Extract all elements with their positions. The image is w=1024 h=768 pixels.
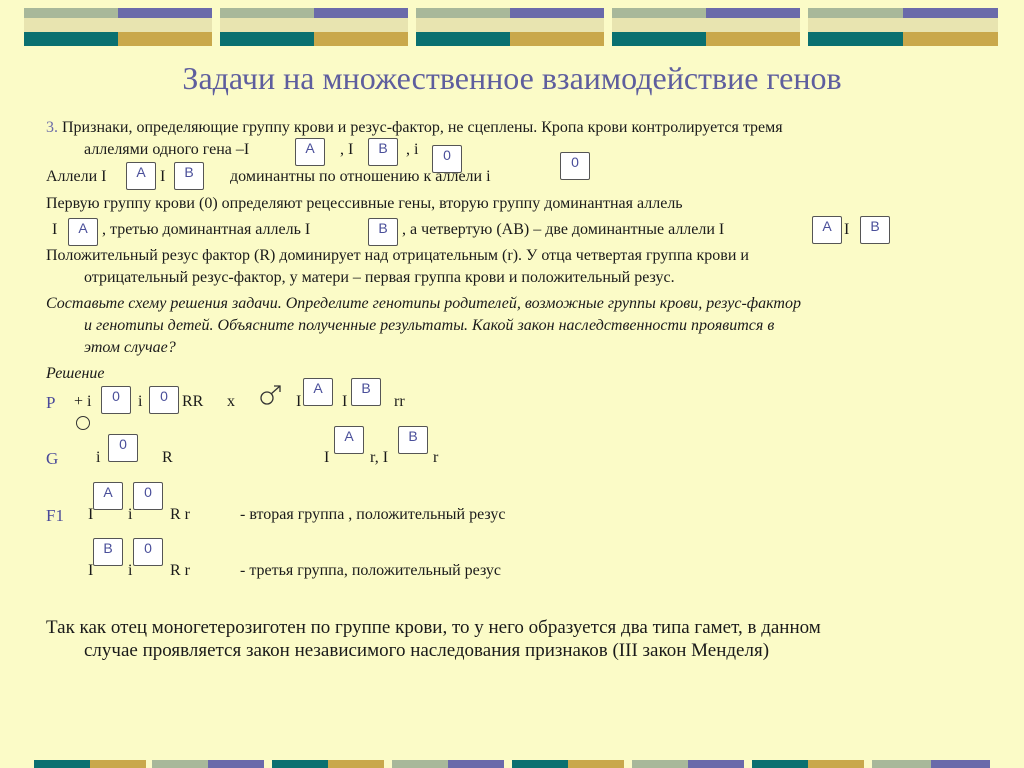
bottom-block-8 — [872, 760, 990, 768]
allele-box-B: B — [368, 218, 398, 246]
allele-box-0: 0 — [101, 386, 131, 414]
problem-line-3b: I — [160, 168, 166, 185]
allele-box-0: 0 — [149, 386, 179, 414]
bottom-block-3 — [272, 760, 384, 768]
deco-block-4 — [612, 8, 800, 46]
p-rr: RR — [182, 393, 204, 410]
f1-label: F1 — [46, 506, 64, 525]
allele-box-A: A — [334, 426, 364, 454]
f1-a-desc: - вторая группа , положительный резус — [240, 506, 506, 523]
f1-b-I: I — [88, 562, 94, 579]
slide-title: Задачи на множественное взаимодействие генов — [182, 60, 842, 96]
g-R: R — [162, 449, 173, 466]
problem-line-4: Первую группу крови (0) определяют рецессивные гены, вторую группу доминантная аллель — [46, 195, 683, 212]
allele-box-0: 0 — [560, 152, 590, 180]
problem-line-2b: , I — [340, 141, 354, 158]
bottom-block-1 — [34, 760, 146, 768]
task-line-1: Составьте схему решения задачи. Определите генотипы родителей, возможные группы крови, резус-фактор — [46, 295, 801, 312]
problem-line-2: аллелями одного гена –I — [84, 141, 250, 158]
f1-b-Rr: R r — [170, 562, 190, 579]
f1-a-i: i — [128, 506, 133, 523]
p-I2: I — [342, 393, 348, 410]
f1-a-Rr: R r — [170, 506, 190, 523]
allele-box-A: A — [93, 482, 123, 510]
g-mid: r, I — [370, 449, 389, 466]
allele-box-B: B — [398, 426, 428, 454]
allele-box-0: 0 — [108, 434, 138, 462]
problem-line-1: 3. Признаки, определяющие группу крови и резус-фактор, не сцеплены. Кропа крови контролируется тремя — [46, 119, 783, 136]
conclusion-line-2: случае проявляется закон независимого наследования признаков (III закон Менделя) — [84, 640, 770, 661]
g-i: i — [96, 449, 101, 466]
allele-box-B: B — [351, 378, 381, 406]
allele-box-B: B — [174, 162, 204, 190]
p-i2: i — [138, 393, 143, 410]
allele-box-0: 0 — [133, 538, 163, 566]
allele-box-B: B — [860, 216, 890, 244]
problem-line-6: Положительный резус фактор (R) доминирует над отрицательным (r). У отца четвертая группа крови и — [46, 247, 749, 264]
allele-box-B: B — [93, 538, 123, 566]
p-cross: x — [227, 393, 235, 410]
allele-box-A: A — [68, 218, 98, 246]
f1-b-i: i — [128, 562, 133, 579]
female-symbol-icon — [76, 416, 90, 430]
problem-number: 3. — [46, 119, 58, 136]
allele-box-0: 0 — [432, 145, 462, 173]
allele-box-A: A — [812, 216, 842, 244]
conclusion-line-1: Так как отец моногетерозиготен по группе крови, то у него образуется два типа гамет, в данном — [46, 617, 821, 638]
p-rr2: rr — [394, 393, 405, 410]
deco-block-1 — [24, 8, 212, 46]
f1-a-I: I — [88, 506, 94, 523]
allele-box-A: A — [303, 378, 333, 406]
g-label: G — [46, 449, 59, 468]
problem-line-5d: I — [844, 221, 850, 238]
bottom-block-6 — [632, 760, 744, 768]
g-r: r — [433, 449, 439, 466]
solution-heading: Решение — [46, 365, 105, 382]
deco-block-3 — [416, 8, 604, 46]
allele-box-B: B — [368, 138, 398, 166]
problem-line-5a: I — [52, 221, 58, 238]
bottom-block-7 — [752, 760, 864, 768]
problem-line-5c: , а четвертую (АВ) – две доминантные аллели I — [402, 221, 725, 238]
allele-box-0: 0 — [133, 482, 163, 510]
g-I: I — [324, 449, 330, 466]
bottom-block-4 — [392, 760, 504, 768]
problem-line-2c: , i — [406, 141, 419, 158]
allele-box-A: A — [126, 162, 156, 190]
problem-line-5b: , третью доминантная аллель I — [102, 221, 311, 238]
problem-line-3a: Аллели I — [46, 168, 107, 185]
allele-box-A: A — [295, 138, 325, 166]
task-line-2: и генотипы детей. Объясните полученные результаты. Какой закон наследственности проявится в — [84, 317, 775, 334]
deco-block-2 — [220, 8, 408, 46]
p-female-i: + i — [74, 393, 92, 410]
p-label: P — [46, 393, 56, 412]
deco-block-5 — [808, 8, 998, 46]
f1-b-desc: - третья группа, положительный резус — [240, 562, 502, 579]
bottom-block-2 — [152, 760, 264, 768]
problem-line-3c: доминантны по отношению к аллели i — [230, 168, 491, 185]
male-symbol-icon — [258, 384, 284, 406]
problem-line-7: отрицательный резус-фактор, у матери – первая группа крови и положительный резус. — [84, 269, 675, 286]
task-line-3: этом случае? — [84, 339, 176, 356]
p-I1: I — [296, 393, 302, 410]
bottom-block-5 — [512, 760, 624, 768]
